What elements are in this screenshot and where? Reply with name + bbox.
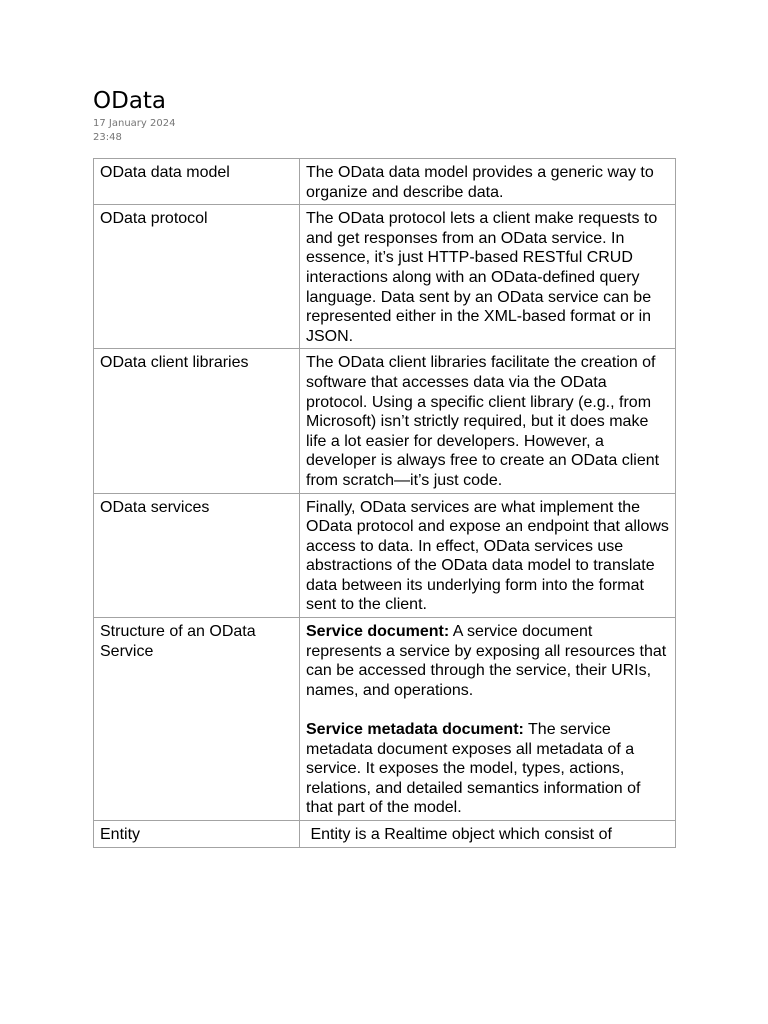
table-row (94, 493, 676, 618)
note-page (93, 86, 676, 848)
page-title[interactable]: OData (93, 88, 167, 114)
table-cell-term[interactable]: Entity (94, 821, 300, 848)
table-cell-term[interactable]: Structure of an OData Service (94, 618, 300, 821)
table-cell-term[interactable]: OData data model (94, 159, 300, 205)
metadata-document-text: The service metadata document exposes all metadata of a service. It exposes the model, types, actions, relations, and detailed semantics information of that part of the model. (306, 721, 641, 817)
notes-table (93, 158, 676, 848)
table-cell-description[interactable]: Finally, OData services are what implement the OData protocol and expose an endpoint that allows access to data. In effect, OData services use abstractions of the OData data model to translate data between its underlying form into the format sent to the client. (300, 493, 676, 618)
table-cell-description[interactable]: Entity is a Realtime object which consist of (300, 821, 676, 848)
paragraph-spacer (306, 700, 669, 720)
table-row (94, 349, 676, 493)
table-cell-term[interactable]: OData client libraries (94, 349, 300, 493)
page-time: 23:48 (93, 132, 122, 143)
table-row (94, 159, 676, 205)
service-document-label: Service document: (306, 623, 450, 641)
metadata-document-label: Service metadata document: (306, 721, 524, 739)
table-cell-description[interactable]: The OData protocol lets a client make requests to and get responses from an OData service. In essence, it’s just HTTP-based RESTful CRUD interactions along with an OData-defined query language. Data sent by an OData service can be represented either in the XML-based format or in JSON. (300, 205, 676, 349)
table-row (94, 821, 676, 848)
table-cell-description[interactable]: The OData client libraries facilitate the creation of software that accesses data via the OData protocol. Using a specific client library (e.g., from Microsoft) isn’t strictly required, but it does make life a lot easier for developers. However, a developer is always free to create an OData client from scratch—it’s just code. (300, 349, 676, 493)
metadata-document-paragraph (306, 720, 669, 818)
service-document-text: A service document represents a service by exposing all resources that can be accessed through the service, their URIs, names, and operations. (306, 623, 667, 699)
table-cell-description[interactable] (300, 618, 676, 821)
table-cell-term[interactable]: OData services (94, 493, 300, 618)
table-row (94, 618, 676, 821)
table-cell-term[interactable]: OData protocol (94, 205, 300, 349)
service-document-paragraph (306, 622, 669, 700)
table-cell-description[interactable]: The OData data model provides a generic way to organize and describe data. (300, 159, 676, 205)
table-row (94, 205, 676, 349)
page-date: 17 January 2024 (93, 118, 176, 129)
